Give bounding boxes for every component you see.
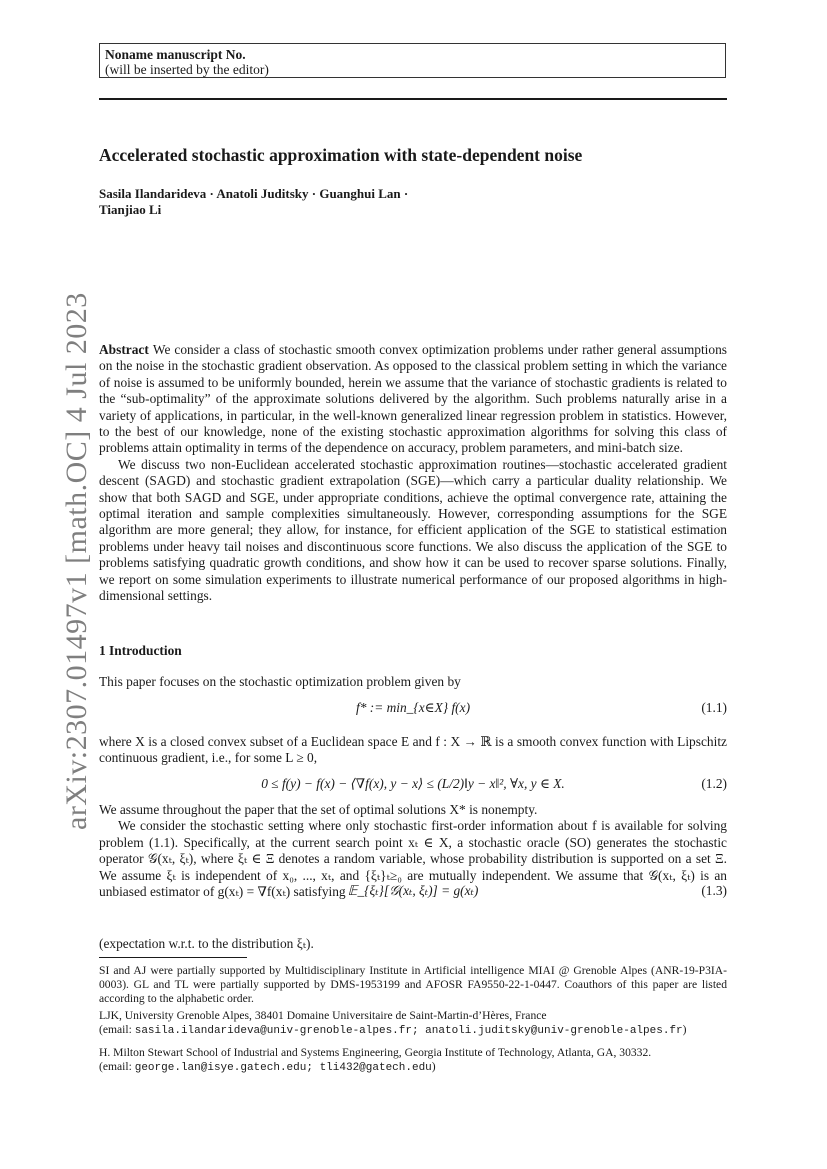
equation-1-2 bbox=[99, 776, 727, 796]
footnote-rule bbox=[99, 957, 247, 958]
arxiv-stamp: arXiv:2307.01497v1 [math.OC] 4 Jul 2023 bbox=[60, 292, 93, 830]
intro-paragraph-5: (expectation w.r.t. to the distribution ξₜ). bbox=[99, 936, 314, 951]
paper-title: Accelerated stochastic approximation with state-dependent noise bbox=[99, 145, 583, 165]
email-link-1[interactable]: sasila.ilandarideva@univ-grenoble-alpes.fr; anatoli.juditsky@univ-grenoble-alpes.fr bbox=[134, 1025, 683, 1037]
equation-1-3-body: 𝔼_{ξₜ}[𝒢(xₜ, ξₜ)] = g(xₜ) bbox=[347, 883, 479, 898]
header-rule bbox=[99, 98, 727, 100]
equation-1-3 bbox=[99, 883, 727, 903]
intro-paragraph-4: We consider the stochastic setting where only stochastic first-order information about f is available for solving problem (1.1). Specifically, at the current search point xₜ ∈ X, a stochastic oracle (SO) generates the stochastic operator 𝒢(xₜ, ξₜ), where ξₜ ∈ Ξ denotes a random variable, whose probability distribution is supported on a set Ξ. We assume ξₜ is independent of x₀, ..., xₜ, and {ξₜ}ₜ≥₀ are mutually independent. We assume that 𝒢(xₜ, ξₜ) is an unbiased estimator of g(xₜ) = ∇f(xₜ) satisfying bbox=[99, 818, 727, 900]
equation-1-2-body: 0 ≤ f(y) − f(x) − ⟨∇f(x), y − x⟩ ≤ (L/2)‖y − x‖², ∀x, y ∈ X. bbox=[261, 776, 565, 791]
intro-paragraph-2: where X is a closed convex subset of a Euclidean space E and f : X → ℝ is a smooth convex function with Lipschitz continuous gradient, i.e., for some L ≥ 0, bbox=[99, 734, 727, 766]
equation-1-2-number: (1.2) bbox=[701, 776, 727, 791]
abstract-label: Abstract bbox=[99, 342, 149, 357]
abstract-paragraph-2: We discuss two non-Euclidean accelerated stochastic approximation routines—stochastic accelerated gradient descent (SAGD) and stochastic gradient extrapolation (SGE)—which carry a particular duality relationship. We show that both SAGD and SGE, under appropriate conditions, achieve the optimal convergence rate, attaining the optimal iteration and sample complexities simultaneously. However, corresponding assumptions for the SGE algorithm are more general; they allow, for instance, for efficient application of the SGE to statistical estimation problems under heavy tail noises and discontinuous score functions. We also discuss the application of the SGE to problems satisfying quadratic growth conditions, and show how it can be used to recover sparse solutions. Finally, we report on some simulation experiments to illustrate numerical performance of our proposed algorithms in high-dimensional settings. bbox=[99, 456, 727, 604]
editor-note: (will be inserted by the editor) bbox=[105, 62, 269, 77]
footnote-affiliation-1: LJK, University Grenoble Alpes, 38401 Domaine Universitaire de Saint-Martin-d’Hères, France (email: sasila.ilandarideva@univ-grenoble-alpes.fr; anatoli.juditsky@univ-grenoble-alpes.fr) bbox=[99, 1009, 687, 1037]
authors-line-2: Tianjiao Li bbox=[99, 202, 162, 217]
equation-1-3-number: (1.3) bbox=[701, 883, 727, 898]
abstract bbox=[99, 342, 727, 605]
manuscript-label: Noname manuscript No. bbox=[105, 47, 246, 62]
equation-1-1-body: f* := min_{x∈X} f(x) bbox=[355, 700, 471, 715]
footnote-affiliation-2: H. Milton Stewart School of Industrial and Systems Engineering, Georgia Institute of Technology, Atlanta, GA, 30332. (email: george.lan@isye.gatech.edu; tli432@gatech.edu) bbox=[99, 1046, 652, 1074]
footnote-funding: SI and AJ were partially supported by Multidisciplinary Institute in Artificial intelligence MIAI @ Grenoble Alpes (ANR-19-P3IA-0003). GL and TL were partially supported by DMS-1953199 and AFOSR FA9550-22-1-0447. Coauthors of this paper are listed according to the alphabetic order. bbox=[99, 964, 727, 1005]
authors-line-1: Sasila Ilandarideva · Anatoli Juditsky · Guanghui Lan · bbox=[99, 186, 409, 201]
abstract-paragraph-1: Abstract We consider a class of stochastic smooth convex optimization problems under rather general assumptions on the noise in the stochastic gradient observation. As opposed to the classical problem setting in which the variance of noise is assumed to be uniformly bounded, herein we assume that the variance of stochastic gradients is related to the “sub-optimality” of the approximate solutions delivered by the algorithm. Such problems naturally arise in a variety of applications, in particular, in the well-known generalized linear regression problem in statistics. However, to the best of our knowledge, none of the existing stochastic approximation algorithms for solving this class of problems attain optimality in terms of the dependence on accuracy, problem parameters, and mini-batch size. bbox=[99, 342, 727, 456]
equation-1-1-number: (1.1) bbox=[701, 700, 727, 715]
intro-paragraph-3: We assume throughout the paper that the set of optimal solutions X* is nonempty. We consider the stochastic setting where only stochastic first-order information about f is available for solving problem (1.1). Specifically, at the current search point xₜ ∈ X, a stochastic oracle (SO) generates the stochastic operator 𝒢(xₜ, ξₜ), where ξₜ ∈ Ξ denotes a random variable, whose probability distribution is supported on a set Ξ. We assume ξₜ is independent of x₀, ..., xₜ, and {ξₜ}ₜ≥₀ are mutually independent. We assume that 𝒢(xₜ, ξₜ) is an unbiased estimator of g(xₜ) = ∇f(xₜ) satisfying bbox=[99, 802, 727, 900]
intro-paragraph-1: This paper focuses on the stochastic optimization problem given by bbox=[99, 674, 461, 689]
section-heading: 1 Introduction bbox=[99, 643, 182, 658]
editor-box bbox=[99, 43, 726, 78]
equation-1-1 bbox=[99, 700, 727, 720]
email-link-2[interactable]: george.lan@isye.gatech.edu; tli432@gatech.edu bbox=[134, 1062, 432, 1074]
author-list bbox=[99, 186, 519, 218]
